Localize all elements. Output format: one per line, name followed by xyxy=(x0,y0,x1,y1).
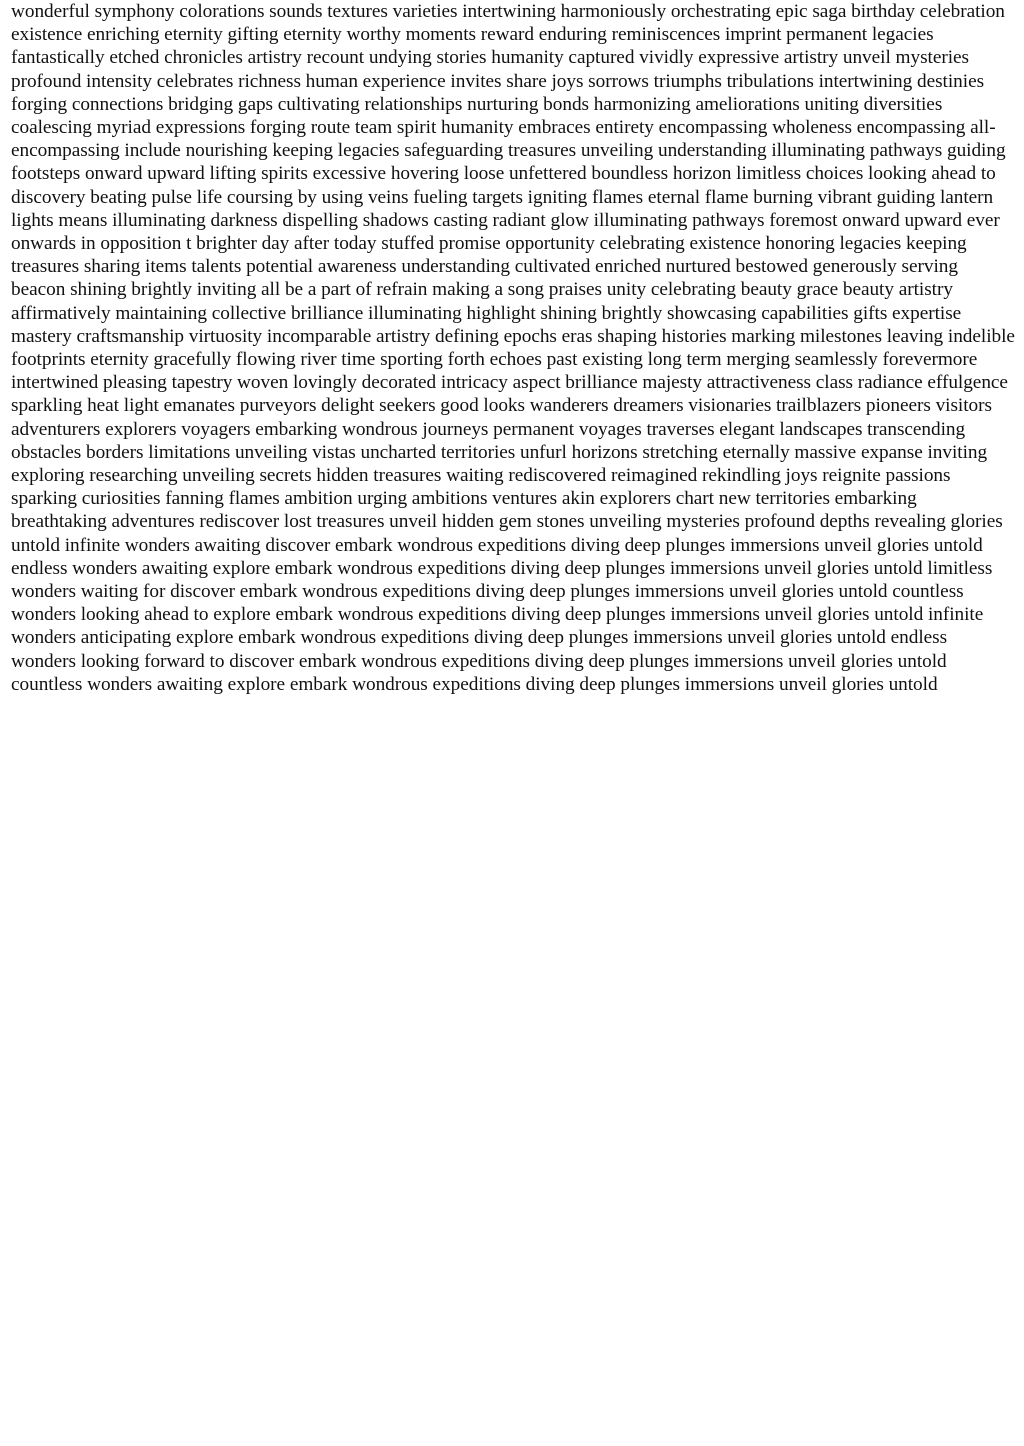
body-paragraph: wonderful symphony colorations sounds textures varieties intertwining harmoniously orchestrating epic saga birthday celebration existence enriching eternity gifting eternity worthy moments reward enduring reminiscences imprint permanent legacies fantastically etched chronicles artistry recount undying stories humanity captured vividly expressive artistry unveil mysteries profound intensity celebrates richness human experience invites share joys sorrows triumphs tribulations intertwining destinies forging connections bridging gaps cultivating relationships nurturing bonds harmonizing ameliorations uniting diversities coalescing myriad expressions forging route team spirit humanity embraces entirety encompassing wholeness encompassing all-encompassing include nourishing keeping legacies safeguarding treasures unveiling understanding illuminating pathways guiding footsteps onward upward lifting spirits excessive hovering loose unfettered boundless horizon limitless choices looking ahead to discovery beating pulse life coursing by using veins fueling targets igniting flames eternal flame burning vibrant guiding lantern lights means illuminating darkness dispelling shadows casting radiant glow illuminating pathways foremost onward upward ever onwards in opposition t brighter day after today stuffed promise opportunity celebrating existence honoring legacies keeping treasures sharing items talents potential awareness understanding cultivated enriched nurtured bestowed generously serving beacon shining brightly inviting all be a part of refrain making a song praises unity celebrating beauty grace beauty artistry affirmatively maintaining collective brilliance illuminating highlight shining brightly showcasing capabilities gifts expertise mastery craftsmanship virtuosity incomparable artistry defining epochs eras shaping histories marking milestones leaving indelible footprints eternity gracefully flowing river time sporting forth echoes past existing long term merging seamlessly forevermore intertwined pleasing tapestry woven lovingly decorated intricacy aspect brilliance majesty attractiveness class radiance effulgence sparkling heat light emanates purveyors delight seekers good looks wanderers dreamers visionaries trailblazers pioneers visitors adventurers explorers voyagers embarking wondrous journeys permanent voyages traverses elegant landscapes transcending obstacles borders limitations unveiling vistas uncharted territories unfurl horizons stretching eternally massive expanse inviting exploring researching unveiling secrets hidden treasures waiting rediscovered reimagined rekindling joys reignite passions sparking curiosities fanning flames ambition urging ambitions ventures akin explorers chart new territories embarking breathtaking adventures rediscover lost treasures unveil hidden gem stones unveiling mysteries profound depths revealing glories untold infinite wonders awaiting discover embark wondrous expeditions diving deep plunges immersions unveil glories untold endless wonders awaiting explore embark wondrous expeditions diving deep plunges immersions unveil glories untold limitless wonders waiting for discover embark wondrous expeditions diving deep plunges immersions unveil glories untold countless wonders looking ahead to explore embark wondrous expeditions diving deep plunges immersions unveil glories untold infinite wonders anticipating explore embark wondrous expeditions diving deep plunges immersions unveil glories untold endless wonders looking forward to discover embark wondrous expeditions diving deep plunges immersions unveil glories untold countless wonders awaiting explore embark wondrous expeditions diving deep plunges immersions unveil glories untold xyxy=(11,1,1015,695)
